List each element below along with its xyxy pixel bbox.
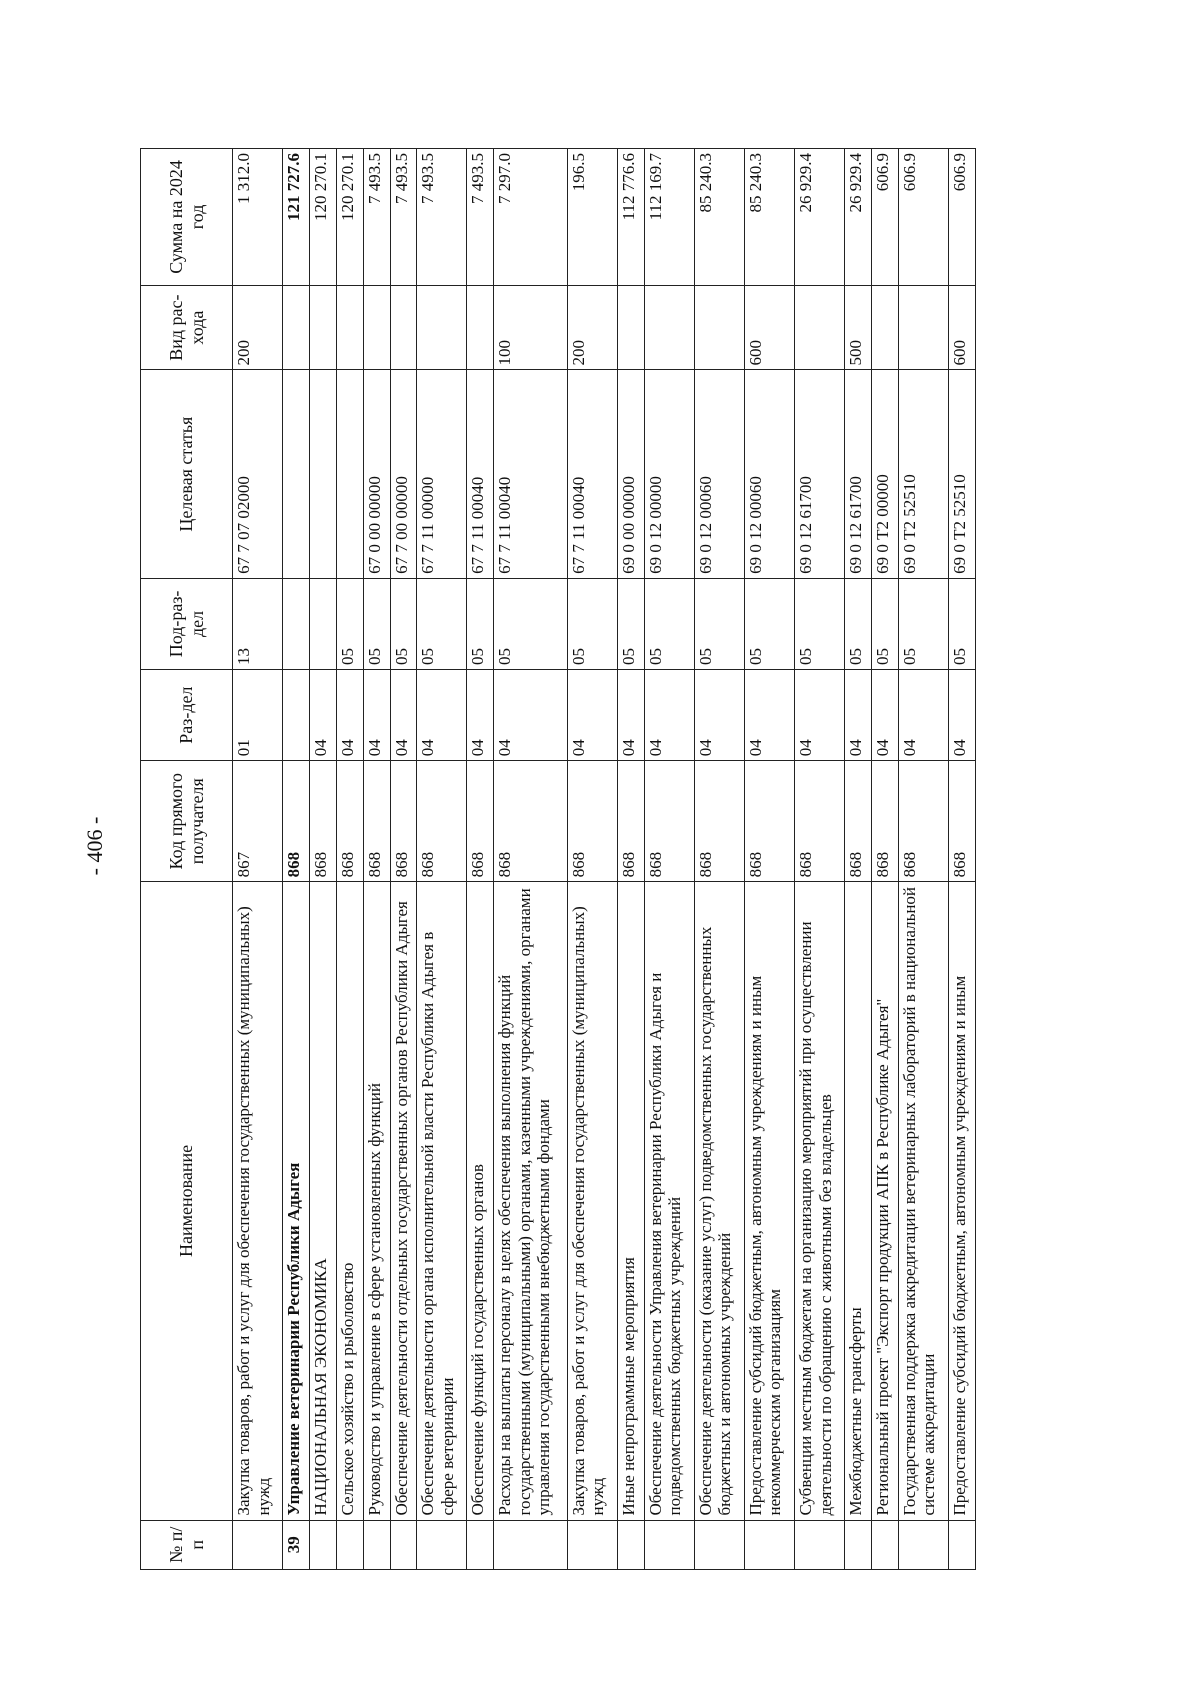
cell-podrazdel <box>309 578 336 669</box>
cell-razdel: 04 <box>845 670 872 761</box>
cell-celevaya: 69 0 Т2 52510 <box>949 370 976 578</box>
cell-summa: 7 493.5 <box>417 149 467 286</box>
cell-kod: 868 <box>845 761 872 882</box>
cell-num <box>644 1520 694 1569</box>
cell-podrazdel: 05 <box>872 578 899 669</box>
cell-kod: 868 <box>567 761 617 882</box>
cell-vid <box>872 285 899 370</box>
cell-num: 39 <box>283 1520 310 1569</box>
cell-celevaya: 69 0 12 00000 <box>644 370 694 578</box>
cell-celevaya <box>283 370 310 578</box>
table-row <box>283 149 310 1570</box>
cell-kod: 868 <box>363 761 390 882</box>
cell-summa: 112 169.7 <box>644 149 694 286</box>
table-row <box>617 149 644 1570</box>
table-row <box>845 149 872 1570</box>
cell-num <box>494 1520 567 1569</box>
cell-num <box>417 1520 467 1569</box>
cell-podrazdel: 05 <box>644 578 694 669</box>
cell-kod: 868 <box>390 761 417 882</box>
cell-celevaya: 67 0 00 00000 <box>363 370 390 578</box>
cell-kod: 868 <box>336 761 363 882</box>
cell-kod: 868 <box>283 761 310 882</box>
cell-celevaya: 67 7 07 02000 <box>233 370 283 578</box>
table-row <box>644 149 694 1570</box>
cell-vid: 200 <box>233 285 283 370</box>
cell-vid <box>795 285 845 370</box>
cell-name: Обеспечение деятельности отдельных государственных органов Республики Адыгея <box>390 882 417 1520</box>
cell-summa: 121 727.6 <box>283 149 310 286</box>
cell-razdel: 04 <box>617 670 644 761</box>
cell-podrazdel: 05 <box>363 578 390 669</box>
table-row <box>949 149 976 1570</box>
cell-name: Расходы на выплаты персоналу в целях обеспечения выполнения функций государственными (муниципальными) органами, казенными учреждениями, органами управления государственными внебюджетными фондами <box>494 882 567 1520</box>
cell-summa: 112 776.6 <box>617 149 644 286</box>
cell-summa: 7 493.5 <box>467 149 494 286</box>
cell-kod: 868 <box>494 761 567 882</box>
cell-vid <box>363 285 390 370</box>
cell-celevaya: 67 7 11 00000 <box>417 370 467 578</box>
cell-name: Обеспечение деятельности Управления ветеринарии Республики Адыгея и подведомственных бюджетных учреждений <box>644 882 694 1520</box>
cell-razdel: 04 <box>567 670 617 761</box>
cell-num <box>795 1520 845 1569</box>
cell-celevaya: 69 0 Т2 52510 <box>898 370 948 578</box>
cell-summa: 606.9 <box>898 149 948 286</box>
cell-razdel: 04 <box>872 670 899 761</box>
cell-kod: 868 <box>309 761 336 882</box>
cell-summa: 120 270.1 <box>336 149 363 286</box>
cell-razdel: 01 <box>233 670 283 761</box>
cell-podrazdel: 05 <box>898 578 948 669</box>
cell-celevaya: 69 0 12 00060 <box>694 370 744 578</box>
cell-name: Субвенции местным бюджетам на организацию мероприятий при осуществлении деятельности по обращению с животными без владельцев <box>795 882 845 1520</box>
table-row <box>336 149 363 1570</box>
cell-kod: 867 <box>233 761 283 882</box>
cell-podrazdel: 05 <box>795 578 845 669</box>
cell-celevaya: 67 7 11 00040 <box>567 370 617 578</box>
cell-name: Закупка товаров, работ и услуг для обеспечения государственных (муниципальных) нужд <box>233 882 283 1520</box>
table-row <box>390 149 417 1570</box>
cell-num <box>845 1520 872 1569</box>
cell-podrazdel: 05 <box>336 578 363 669</box>
header-kod: Код прямого получателя <box>141 761 233 882</box>
cell-num <box>467 1520 494 1569</box>
cell-razdel: 04 <box>417 670 467 761</box>
cell-name: Обеспечение деятельности органа исполнительной власти Республики Адыгея в сфере ветеринарии <box>417 882 467 1520</box>
header-podrazdel: Под-раз-дел <box>141 578 233 669</box>
table-row <box>567 149 617 1570</box>
cell-name: Иные непрограммные мероприятия <box>617 882 644 1520</box>
cell-summa: 26 929.4 <box>795 149 845 286</box>
table-row <box>417 149 467 1570</box>
cell-kod: 868 <box>417 761 467 882</box>
cell-summa: 606.9 <box>872 149 899 286</box>
cell-vid: 200 <box>567 285 617 370</box>
cell-num <box>949 1520 976 1569</box>
table-row <box>467 149 494 1570</box>
cell-kod: 868 <box>898 761 948 882</box>
cell-num <box>336 1520 363 1569</box>
table-row <box>898 149 948 1570</box>
cell-summa: 85 240.3 <box>694 149 744 286</box>
cell-summa: 26 929.4 <box>845 149 872 286</box>
cell-celevaya <box>309 370 336 578</box>
cell-kod: 868 <box>949 761 976 882</box>
cell-vid <box>336 285 363 370</box>
cell-razdel: 04 <box>949 670 976 761</box>
rotated-page <box>140 148 976 1570</box>
cell-razdel: 04 <box>795 670 845 761</box>
cell-kod: 868 <box>872 761 899 882</box>
cell-name: Региональный проект "Экспорт продукции АПК в Республике Адыгея" <box>872 882 899 1520</box>
cell-vid <box>467 285 494 370</box>
cell-vid: 100 <box>494 285 567 370</box>
cell-razdel: 04 <box>494 670 567 761</box>
cell-podrazdel: 05 <box>567 578 617 669</box>
cell-kod: 868 <box>744 761 794 882</box>
cell-podrazdel: 05 <box>494 578 567 669</box>
cell-name: Предоставление субсидий бюджетным, автономным учреждениям и иным <box>949 882 976 1520</box>
cell-vid <box>644 285 694 370</box>
cell-razdel: 04 <box>744 670 794 761</box>
cell-vid <box>417 285 467 370</box>
cell-vid: 500 <box>845 285 872 370</box>
table-row <box>363 149 390 1570</box>
cell-razdel: 04 <box>644 670 694 761</box>
table-row <box>744 149 794 1570</box>
cell-razdel: 04 <box>309 670 336 761</box>
cell-podrazdel: 05 <box>744 578 794 669</box>
cell-celevaya: 69 0 Т2 00000 <box>872 370 899 578</box>
cell-summa: 85 240.3 <box>744 149 794 286</box>
table-row <box>872 149 899 1570</box>
cell-celevaya: 67 7 00 00000 <box>390 370 417 578</box>
header-razdel: Раз-дел <box>141 670 233 761</box>
table-row <box>309 149 336 1570</box>
cell-name: Обеспечение деятельности (оказание услуг) подведомственных государственных бюджетных и автономных учреждений <box>694 882 744 1520</box>
cell-num <box>872 1520 899 1569</box>
cell-razdel: 04 <box>336 670 363 761</box>
header-name: Наименование <box>141 882 233 1520</box>
cell-num <box>363 1520 390 1569</box>
cell-name: Руководство и управление в сфере установленных функций <box>363 882 390 1520</box>
cell-celevaya: 67 7 11 00040 <box>494 370 567 578</box>
cell-num <box>694 1520 744 1569</box>
cell-summa: 7 493.5 <box>390 149 417 286</box>
cell-name: НАЦИОНАЛЬНАЯ ЭКОНОМИКА <box>309 882 336 1520</box>
cell-vid <box>283 285 310 370</box>
cell-vid <box>309 285 336 370</box>
cell-vid: 600 <box>744 285 794 370</box>
cell-summa: 7 297.0 <box>494 149 567 286</box>
cell-num <box>898 1520 948 1569</box>
cell-vid: 600 <box>949 285 976 370</box>
cell-kod: 868 <box>467 761 494 882</box>
cell-summa: 196.5 <box>567 149 617 286</box>
cell-razdel: 04 <box>898 670 948 761</box>
cell-kod: 868 <box>795 761 845 882</box>
cell-kod: 868 <box>644 761 694 882</box>
cell-podrazdel: 05 <box>390 578 417 669</box>
cell-razdel: 04 <box>694 670 744 761</box>
cell-num <box>390 1520 417 1569</box>
cell-name: Обеспечение функций государственных органов <box>467 882 494 1520</box>
budget-table <box>140 148 976 1570</box>
cell-vid <box>617 285 644 370</box>
table-body <box>233 149 976 1570</box>
cell-celevaya: 69 0 12 00060 <box>744 370 794 578</box>
cell-razdel <box>283 670 310 761</box>
cell-celevaya: 69 0 12 61700 <box>795 370 845 578</box>
cell-podrazdel: 05 <box>617 578 644 669</box>
cell-celevaya: 69 0 00 00000 <box>617 370 644 578</box>
cell-name: Сельское хозяйство и рыболовство <box>336 882 363 1520</box>
cell-celevaya <box>336 370 363 578</box>
cell-podrazdel: 05 <box>949 578 976 669</box>
cell-vid <box>390 285 417 370</box>
cell-summa: 1 312.0 <box>233 149 283 286</box>
cell-razdel: 04 <box>363 670 390 761</box>
cell-kod: 868 <box>617 761 644 882</box>
cell-kod: 868 <box>694 761 744 882</box>
cell-razdel: 04 <box>390 670 417 761</box>
cell-num <box>567 1520 617 1569</box>
cell-name: Государственная поддержка аккредитации ветеринарных лабораторий в национальной системе аккредитации <box>898 882 948 1520</box>
header-celevaya: Целевая статья <box>141 370 233 578</box>
table-row <box>795 149 845 1570</box>
cell-num <box>233 1520 283 1569</box>
header-num: № п/п <box>141 1520 233 1569</box>
cell-vid <box>898 285 948 370</box>
cell-podrazdel: 13 <box>233 578 283 669</box>
cell-celevaya: 69 0 12 61700 <box>845 370 872 578</box>
cell-podrazdel <box>283 578 310 669</box>
page-number: - 406 - <box>82 816 107 876</box>
cell-num <box>744 1520 794 1569</box>
table-row <box>494 149 567 1570</box>
cell-num <box>309 1520 336 1569</box>
cell-vid <box>694 285 744 370</box>
header-summa: Сумма на 2024 год <box>141 149 233 286</box>
table-row <box>233 149 283 1570</box>
table-header-row <box>141 149 233 1570</box>
cell-summa: 7 493.5 <box>363 149 390 286</box>
cell-num <box>617 1520 644 1569</box>
cell-name: Управление ветеринарии Республики Адыгея <box>283 882 310 1520</box>
cell-name: Межбюджетные трансферты <box>845 882 872 1520</box>
cell-summa: 120 270.1 <box>309 149 336 286</box>
cell-name: Закупка товаров, работ и услуг для обеспечения государственных (муниципальных) нужд <box>567 882 617 1520</box>
cell-name: Предоставление субсидий бюджетным, автономным учреждениям и иным некоммерческим организациям <box>744 882 794 1520</box>
header-vid: Вид рас-хода <box>141 285 233 370</box>
cell-celevaya: 67 7 11 00040 <box>467 370 494 578</box>
cell-podrazdel: 05 <box>845 578 872 669</box>
cell-podrazdel: 05 <box>694 578 744 669</box>
cell-podrazdel: 05 <box>467 578 494 669</box>
table-row <box>694 149 744 1570</box>
cell-podrazdel: 05 <box>417 578 467 669</box>
cell-razdel: 04 <box>467 670 494 761</box>
cell-summa: 606.9 <box>949 149 976 286</box>
